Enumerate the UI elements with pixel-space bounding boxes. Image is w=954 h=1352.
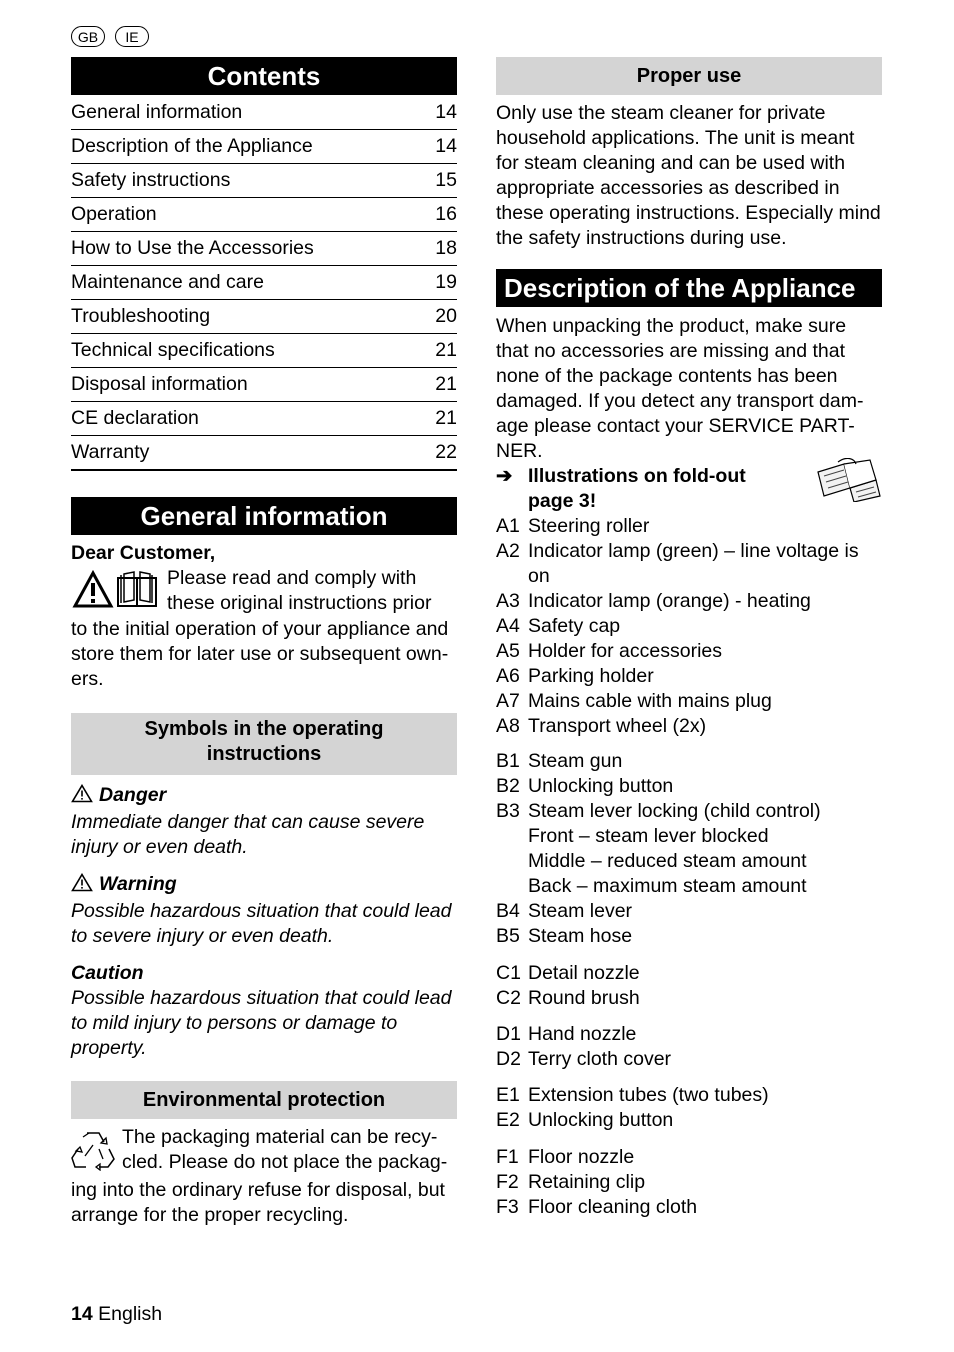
- part-item: [496, 799, 882, 824]
- part-text: Steam gun: [528, 750, 623, 772]
- env-text: ing into the ordinary refuse for disposal, but arrange for the proper recycling.: [71, 1179, 445, 1226]
- toc-label: Warranty: [71, 441, 150, 463]
- part-text: Transport wheel (2x): [528, 715, 707, 737]
- part-text: Mains cable with mains plug: [528, 690, 772, 712]
- part-item: [496, 1170, 882, 1195]
- toc-page: 15: [435, 169, 457, 191]
- environmental-protection-title: Environmental protection: [71, 1081, 457, 1119]
- toc-row: [71, 436, 457, 471]
- toc-label: How to Use the Accessories: [71, 237, 314, 259]
- intro-line-2: these original instructions prior: [167, 592, 432, 614]
- danger-heading: [71, 783, 457, 810]
- part-code: B5: [496, 925, 520, 947]
- intro-text: to the initial operation of your appliance and store them for later use or subsequent own-ers.: [71, 618, 449, 690]
- part-code: B1: [496, 750, 520, 772]
- toc-label: Safety instructions: [71, 169, 231, 191]
- toc-row: [71, 402, 457, 436]
- footer-language: English: [98, 1303, 163, 1325]
- part-code: A8: [496, 715, 520, 737]
- arrow-right-icon: ➔: [496, 465, 513, 487]
- part-item: [496, 714, 882, 739]
- toc-label: Disposal information: [71, 373, 248, 395]
- toc-page: 21: [435, 373, 457, 395]
- caution-text: Possible hazardous situation that could lead to mild injury to persons or damage to property.: [71, 987, 452, 1059]
- illustrations-line-1: Illustrations on fold-out: [528, 465, 746, 487]
- part-item: [496, 639, 882, 664]
- part-code: F1: [496, 1146, 519, 1168]
- part-text: Steam hose: [528, 925, 633, 947]
- warning-heading: [71, 872, 457, 899]
- toc-label: General information: [71, 101, 243, 123]
- env-line-2: cled. Please do not place the packag-: [122, 1151, 448, 1173]
- part-text: Unlocking button: [528, 1109, 674, 1131]
- part-item: [496, 1047, 882, 1072]
- intro-line-1: Please read and comply with: [167, 567, 417, 589]
- part-code: B4: [496, 900, 520, 922]
- toc-page: 19: [435, 271, 457, 293]
- part-code: A4: [496, 615, 520, 637]
- b3-sub-item: Front – steam lever blocked: [528, 825, 769, 847]
- part-text: Safety cap: [528, 615, 621, 637]
- toc-row: [71, 266, 457, 300]
- part-code: B2: [496, 775, 520, 797]
- part-item: [496, 1108, 882, 1133]
- part-code: D1: [496, 1023, 521, 1045]
- part-text: Retaining clip: [528, 1171, 646, 1193]
- parts-group-a: [496, 514, 882, 739]
- danger-text: Immediate danger that can cause severe injury or even death.: [71, 811, 425, 858]
- dear-customer: Dear Customer,: [71, 542, 216, 564]
- part-text: Unlocking button: [528, 775, 674, 797]
- part-code: A2: [496, 540, 520, 562]
- part-code: A5: [496, 640, 520, 662]
- toc-row: [71, 368, 457, 402]
- description-text: When unpacking the product, make sure that no accessories are missing and that none of the package contents has been damaged. If you detect any transport dam-age please contact your SERVICE PART-NER.: [496, 315, 864, 462]
- part-code: A7: [496, 690, 520, 712]
- proper-use-title: Proper use: [496, 57, 882, 95]
- toc-label: Technical specifications: [71, 339, 275, 361]
- part-text: Floor cleaning cloth: [528, 1196, 698, 1218]
- table-of-contents: [71, 96, 457, 471]
- toc-row: [71, 232, 457, 266]
- part-text: Floor nozzle: [528, 1146, 635, 1168]
- part-code: E1: [496, 1084, 520, 1106]
- part-text: Extension tubes (two tubes): [528, 1084, 769, 1106]
- toc-label: Description of the Appliance: [71, 135, 313, 157]
- part-item: [496, 589, 882, 614]
- toc-page: 21: [435, 407, 457, 429]
- parts-group-f: [496, 1145, 882, 1220]
- part-code: C1: [496, 962, 521, 984]
- part-item: [496, 899, 882, 924]
- contents-title: Contents: [71, 57, 457, 95]
- part-code: F3: [496, 1196, 519, 1218]
- symbols-title-line-1: Symbols in the operating: [144, 718, 384, 740]
- part-item: [496, 514, 882, 539]
- part-item: [496, 924, 882, 949]
- part-code: B3: [496, 800, 520, 822]
- b3-sub-list: [496, 824, 882, 899]
- page-number: 14: [71, 1303, 93, 1325]
- part-text: Steering roller: [528, 515, 650, 537]
- recycle-icon: [71, 1125, 122, 1178]
- part-item: [496, 689, 882, 714]
- b3-sub-item: Middle – reduced steam amount: [528, 850, 807, 872]
- parts-group-c: [496, 961, 882, 1011]
- warning-triangle-icon: [71, 784, 93, 810]
- toc-row: [71, 198, 457, 232]
- b3-sub-item: Back – maximum steam amount: [528, 875, 807, 897]
- toc-page: 18: [435, 237, 457, 259]
- part-code: D2: [496, 1048, 521, 1070]
- toc-page: 22: [435, 441, 457, 463]
- part-text: Indicator lamp (green) – line voltage is on: [528, 540, 859, 587]
- parts-group-b: [496, 749, 882, 824]
- part-item: [496, 664, 882, 689]
- caution-label: Caution: [71, 962, 144, 984]
- proper-use-text: Only use the steam cleaner for private household applications. The unit is meant for steam cleaning and can be used with appropriate accessories as described in these operating instructions. Especially mind the safety instructions during use.: [496, 102, 881, 249]
- part-text: Steam lever: [528, 900, 633, 922]
- part-code: A1: [496, 515, 520, 537]
- toc-page: 14: [435, 135, 457, 157]
- part-code: E2: [496, 1109, 520, 1131]
- toc-page: 16: [435, 203, 457, 225]
- toc-label: CE declaration: [71, 407, 199, 429]
- badge-ie: IE: [115, 26, 149, 47]
- toc-page: 21: [435, 339, 457, 361]
- part-item: [496, 614, 882, 639]
- parts-group-d: [496, 1022, 882, 1072]
- symbols-title-line-2: instructions: [206, 743, 322, 765]
- parts-group-b2: [496, 899, 882, 949]
- toc-row: [71, 300, 457, 334]
- page-footer: [71, 1302, 162, 1327]
- env-line-1: The packaging material can be recy-: [122, 1126, 438, 1148]
- illustrations-line-2: page 3!: [528, 490, 597, 512]
- part-code: C2: [496, 987, 521, 1009]
- fold-out-book-icon: [816, 458, 882, 509]
- toc-page: 14: [435, 101, 457, 123]
- part-code: A6: [496, 665, 520, 687]
- warning-text: Possible hazardous situation that could lead to severe injury or even death.: [71, 900, 452, 947]
- illustrations-note: [496, 464, 882, 514]
- badge-gb: GB: [71, 26, 105, 47]
- toc-page: 20: [435, 305, 457, 327]
- general-information-title: General information: [71, 497, 457, 535]
- part-item: [496, 774, 882, 799]
- toc-row: [71, 334, 457, 368]
- part-item: [496, 961, 882, 986]
- part-item: [496, 539, 882, 589]
- danger-label: Danger: [99, 784, 167, 806]
- part-text: Steam lever locking (child control): [528, 800, 821, 822]
- part-text: Indicator lamp (orange) - heating: [528, 590, 811, 612]
- warning-label: Warning: [99, 873, 177, 895]
- description-title: Description of the Appliance: [496, 269, 882, 307]
- part-item: [496, 1022, 882, 1047]
- part-text: Parking holder: [528, 665, 654, 687]
- part-text: Detail nozzle: [528, 962, 640, 984]
- part-text: Hand nozzle: [528, 1023, 637, 1045]
- warning-triangle-icon: [71, 873, 93, 899]
- part-item: [496, 986, 882, 1011]
- parts-group-e: [496, 1083, 882, 1133]
- toc-row: [71, 164, 457, 198]
- toc-row: [71, 130, 457, 164]
- part-item: [496, 1145, 882, 1170]
- warning-book-icon: [71, 566, 167, 617]
- symbols-header: [71, 713, 457, 775]
- toc-label: Maintenance and care: [71, 271, 264, 293]
- part-text: Terry cloth cover: [528, 1048, 672, 1070]
- language-badges: [71, 26, 149, 47]
- part-code: F2: [496, 1171, 519, 1193]
- part-item: [496, 749, 882, 774]
- part-code: A3: [496, 590, 520, 612]
- part-text: Round brush: [528, 987, 640, 1009]
- part-item: [496, 1083, 882, 1108]
- part-text: Holder for accessories: [528, 640, 722, 662]
- toc-label: Operation: [71, 203, 157, 225]
- part-item: [496, 1195, 882, 1220]
- toc-label: Troubleshooting: [71, 305, 211, 327]
- toc-row: [71, 96, 457, 130]
